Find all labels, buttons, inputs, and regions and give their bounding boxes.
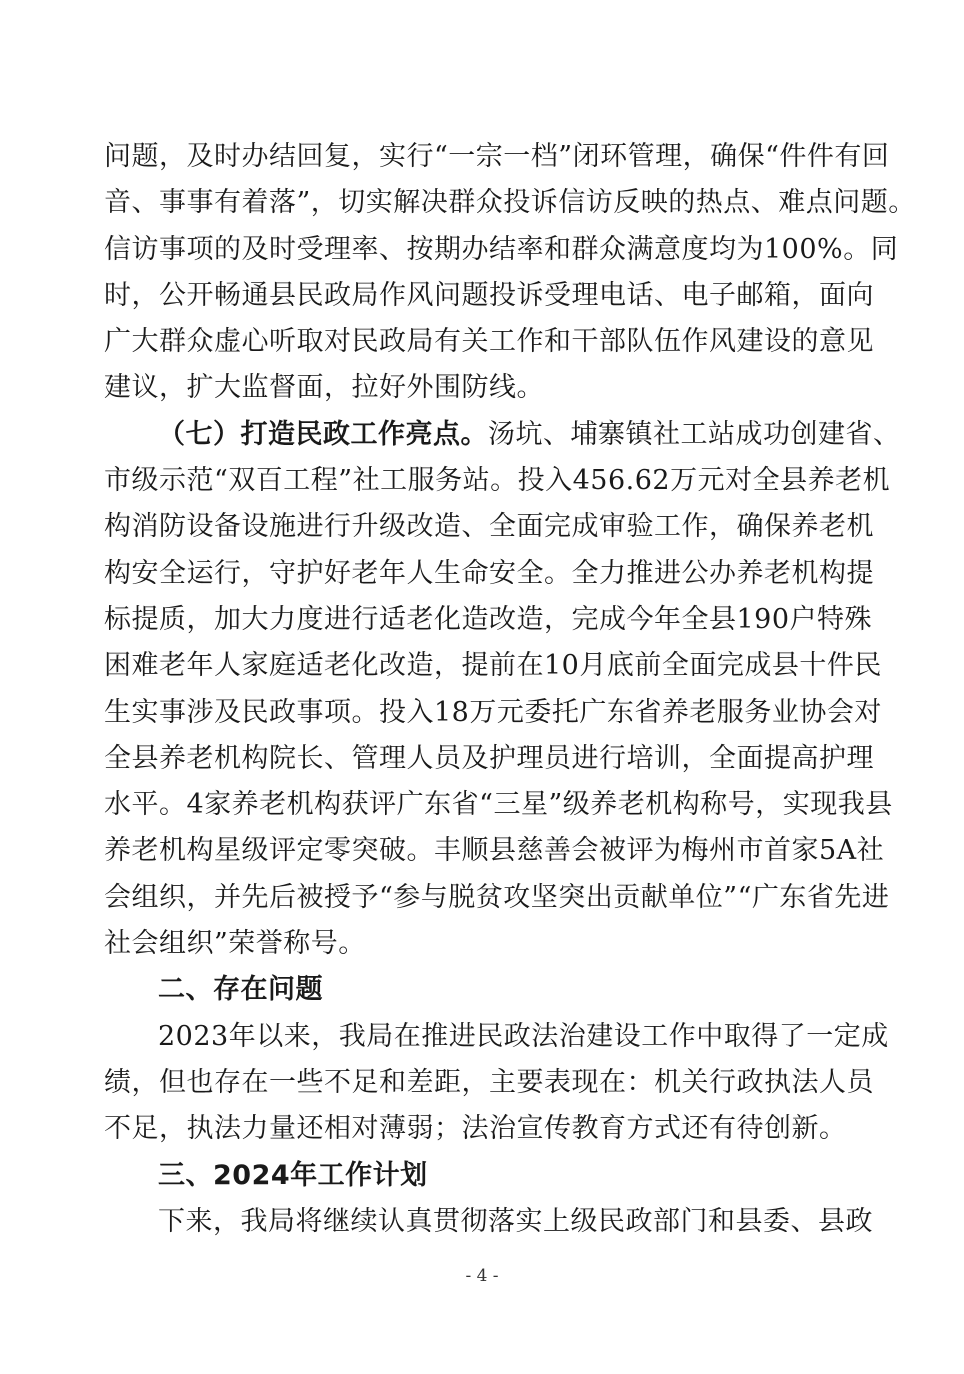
text-line: 不足，执法力量还相对薄弱；法治宣传教育方式还有待创新。: [104, 1113, 847, 1145]
text-span: 汤坑、埔寨镇社工站成功创建省、: [488, 418, 901, 450]
text-line: 下来，我局将继续认真贯彻落实上级民政部门和县委、县政: [158, 1205, 873, 1237]
text-line: 时，公开畅通县民政局作风问题投诉受理电话、电子邮箱，面向: [104, 279, 874, 311]
text-line: 构消防设备设施进行升级改造、全面完成审验工作，确保养老机: [104, 511, 874, 543]
body-text: [104, 134, 916, 1245]
text-line: 建议，扩大监督面，拉好外围防线。: [104, 372, 544, 404]
text-line: 2023年以来，我局在推进民政法治建设工作中取得了一定成: [158, 1020, 889, 1052]
text-line: 社会组织”荣誉称号。: [104, 928, 366, 960]
paragraph-first-line: [104, 412, 901, 458]
text-line: 生实事涉及民政事项。投入18万元委托广东省养老服务业协会对: [104, 696, 882, 728]
text-line: 标提质，加大力度进行适老化造改造，完成今年全县190户特殊: [104, 603, 873, 635]
text-line: 构安全运行，守护好老年人生命安全。全力推进公办养老机构提: [104, 557, 874, 589]
text-line: 问题，及时办结回复，实行“一宗一档”闭环管理，确保“件件有回: [104, 141, 890, 172]
text-line: 音、事事有着落”，切实解决群众投诉信访反映的热点、难点问题。: [104, 187, 916, 219]
section-heading: 二、存在问题: [158, 974, 323, 1006]
text-line: 广大群众虚心听取对民政局有关工作和干部队伍作风建设的意见: [104, 326, 874, 358]
bold-lead-in: （七）打造民政工作亮点。: [158, 418, 488, 450]
text-line: 养老机构星级评定零突破。丰顺县慈善会被评为梅州市首家5A社: [104, 835, 885, 867]
page-number: - 4 -: [465, 1266, 499, 1286]
text-line: 困难老年人家庭适老化改造，提前在10月底前全面完成县十件民: [104, 650, 882, 682]
text-line: 全县养老机构院长、管理人员及护理员进行培训，全面提高护理: [104, 742, 874, 774]
text-line: 会组织，并先后被授予“参与脱贫攻坚突出贡献单位”“广东省先进: [104, 881, 890, 913]
text-line: 信访事项的及时受理率、按期办结率和群众满意度均为100%。同: [104, 233, 899, 265]
section-heading: 三、2024年工作计划: [158, 1159, 428, 1191]
text-line: 绩，但也存在一些不足和差距，主要表现在：机关行政执法人员: [104, 1066, 874, 1098]
text-line: 水平。4家养老机构获评广东省“三星”级养老机构称号，实现我县: [104, 789, 893, 821]
text-line: 市级示范“双百工程”社工服务站。投入456.62万元对全县养老机: [104, 465, 891, 497]
